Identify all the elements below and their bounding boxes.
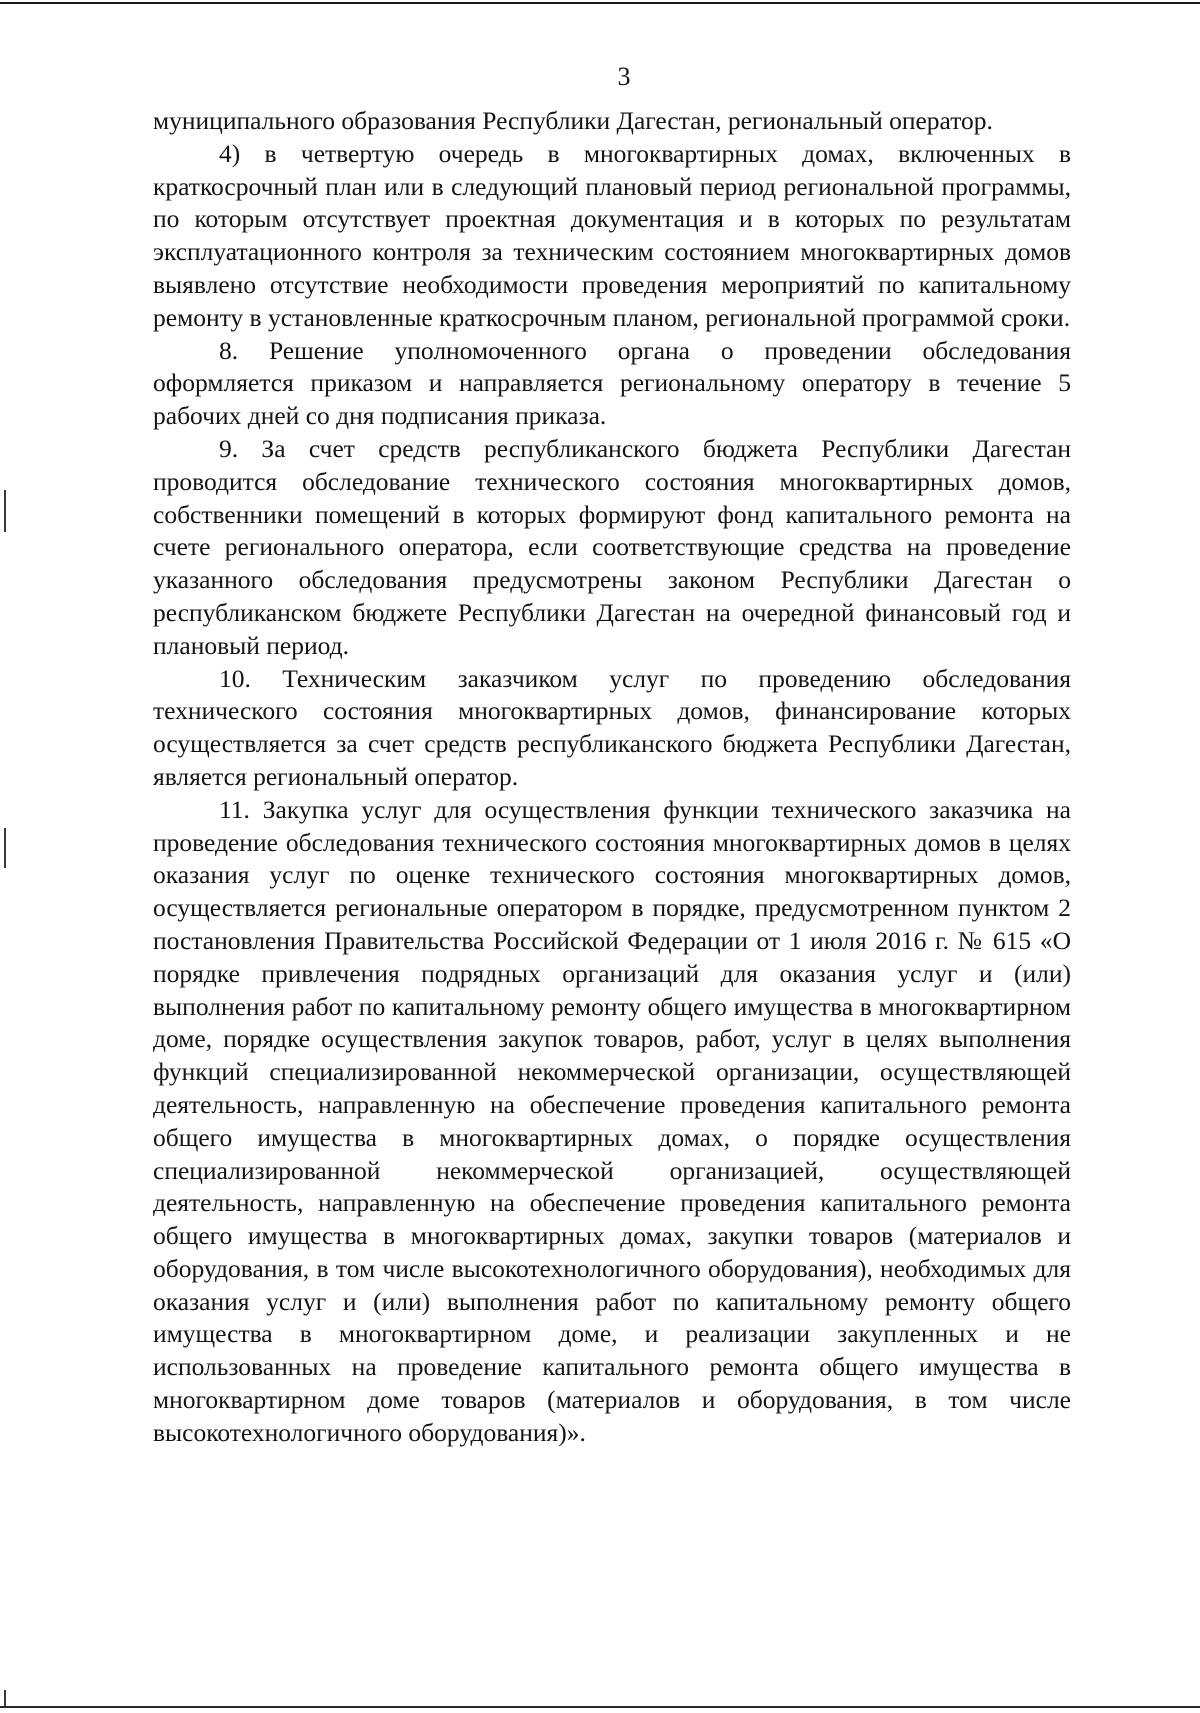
scan-bottom-edge: [0, 1706, 1200, 1708]
scan-margin-mark: [4, 1690, 6, 1706]
paragraph-8: 8. Решение уполномоченного органа о проведении обследования оформляется приказом и направляется региональному оператору в течение 5 рабочих дней со дня подписания приказа.: [153, 335, 1071, 431]
paragraph-11: 11. Закупка услуг для осуществления функции технического заказчика на проведение обследования технического состояния многоквартирных домов в целях оказания услуг по оценке технического состояния многоквартирных домов, осуществляется региональные оператором в порядке, предусмотренном пунктом 2 постановления Правительства Российской Федерации от 1 июля 2016 г. № 615 «О порядке привлечения подрядных организаций для оказания услуг и (или) выполнения работ по капитальному ремонту общего имущества в многоквартирном доме, порядке осуществления закупок товаров, работ, услуг в целях выполнения функций специализированной некоммерческой организации, осуществляющей деятельность, направленную на обеспечение проведения капитального ремонта общего имущества в многоквартирных домах, о порядке осуществления специализированной некоммерческой организацией, осуществляющей деятельность, направленную на обеспечение проведения капитального ремонта общего имущества в многоквартирных домах, закупки товаров (материалов и оборудования, в том числе высокотехнологичного оборудования), необходимых для оказания услуг и (или) выполнения работ по капитальному ремонту общего имущества в многоквартирном доме, и реализации закупленных и не использованных на проведение капитального ремонта общего имущества в многоквартирном доме товаров (материалов и оборудования, в том числе высокотехнологичного оборудования)».: [153, 794, 1071, 1447]
scan-top-edge: [0, 2, 1200, 4]
scan-margin-mark: [4, 490, 6, 532]
page-number: 3: [617, 62, 631, 91]
document-body: [153, 105, 1071, 1450]
paragraph-continuation: муниципального образования Республики Дагестан, региональный оператор.: [153, 106, 993, 135]
paragraph-9: 9. За счет средств республиканского бюджета Республики Дагестан проводится обследование технического состояния многоквартирных домов, собственники помещений в которых формируют фонд капитального ремонта на счете регионального оператора, если соответствующие средства на проведение указанного обследования предусмотрены законом Республики Дагестан о республиканском бюджете Республики Дагестан на очередной финансовый год и плановый период.: [153, 433, 1071, 660]
paragraph-item-4: 4) в четвертую очередь в многоквартирных домах, включенных в краткосрочный план или в следующий плановый период региональной программы, по которым отсутствует проектная документация и в которых по результатам эксплуатационного контроля за техническим состоянием многоквартирных домов выявлено отсутствие необходимости проведения мероприятий по капитальному ремонту в установленные краткосрочным планом, региональной программой сроки.: [153, 138, 1071, 332]
paragraph-10: 10. Техническим заказчиком услуг по проведению обследования технического состояния многоквартирных домов, финансирование которых осуществляется за счет средств республиканского бюджета Республики Дагестан, является региональный оператор.: [153, 663, 1071, 791]
scan-margin-mark: [4, 828, 6, 868]
